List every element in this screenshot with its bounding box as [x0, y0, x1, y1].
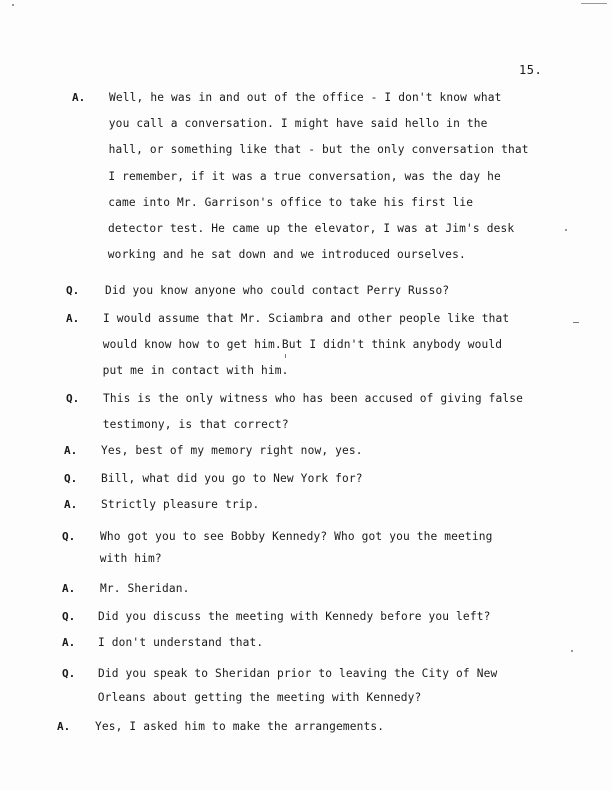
transcript-line: I don't understand that.	[98, 636, 264, 649]
page-number: 15.	[519, 63, 543, 77]
transcript-line: Orleans about getting the meeting with Kennedy?	[97, 691, 422, 704]
speaker-label: Q.	[64, 472, 78, 485]
transcript-line: Who got you to see Bobby Kennedy? Who got you the meeting	[100, 530, 493, 543]
scan-speck	[571, 650, 573, 652]
transcript-line: you call a conversation. I might have said hello in the	[108, 117, 488, 131]
transcript-line: working and he sat down and we introduced ourselves.	[107, 248, 466, 262]
transcript-line: would know how to get him.But I didn't think anybody would	[102, 338, 503, 351]
speaker-label: Q.	[62, 667, 76, 680]
speaker-label: A.	[66, 312, 80, 325]
transcript-line: Strictly pleasure trip.	[101, 498, 260, 511]
scan-speck	[581, 3, 607, 4]
speaker-label: A.	[64, 444, 78, 457]
transcript-line: Well, he was in and out of the office - I don't know what	[109, 91, 502, 104]
scan-speck	[12, 4, 14, 6]
transcript-line: put me in contact with him.	[102, 364, 289, 377]
transcript-line: I would assume that Mr. Sciambra and other people like that	[103, 312, 510, 325]
speaker-label: A.	[64, 498, 78, 511]
transcript-line: Yes, I asked him to make the arrangements.	[95, 720, 385, 733]
transcript-line: I remember, if it was a true conversation, was the day he	[108, 169, 501, 183]
transcript-line: Did you speak to Sheridan prior to leaving the City of New	[98, 667, 498, 680]
scan-speck	[565, 229, 567, 231]
speaker-label: A.	[62, 582, 76, 595]
scan-speck	[573, 322, 579, 323]
speaker-label: Q.	[62, 530, 76, 543]
transcript-line: testimony, is that correct?	[102, 418, 289, 431]
speaker-label: Q.	[62, 610, 76, 623]
transcript-line: detector test. He came up the elevator, I was at Jim's desk	[108, 222, 515, 235]
transcript-line: Yes, best of my memory right now, yes.	[101, 444, 363, 457]
transcript-line: Did you know anyone who could contact Perry Russo?	[105, 284, 450, 297]
speaker-label: A.	[72, 91, 86, 104]
speaker-label: Q.	[66, 392, 80, 405]
speaker-label: A.	[62, 636, 76, 649]
transcript-line: Did you discuss the meeting with Kennedy before you left?	[98, 610, 491, 623]
transcript-line: came into Mr. Garrison's office to take his first lie	[108, 195, 474, 209]
scan-speck	[285, 354, 286, 358]
speaker-label: Q.	[66, 284, 80, 297]
transcript-line: Mr. Sheridan.	[100, 582, 190, 595]
speaker-label: A.	[57, 720, 71, 733]
transcript-line: Bill, what did you go to New York for?	[101, 472, 363, 485]
transcript-line: hall, or something like that - but the only conversation that	[108, 143, 529, 157]
transcript-line: with him?	[99, 552, 162, 565]
transcript-line: This is the only witness who has been accused of giving false	[103, 392, 524, 405]
